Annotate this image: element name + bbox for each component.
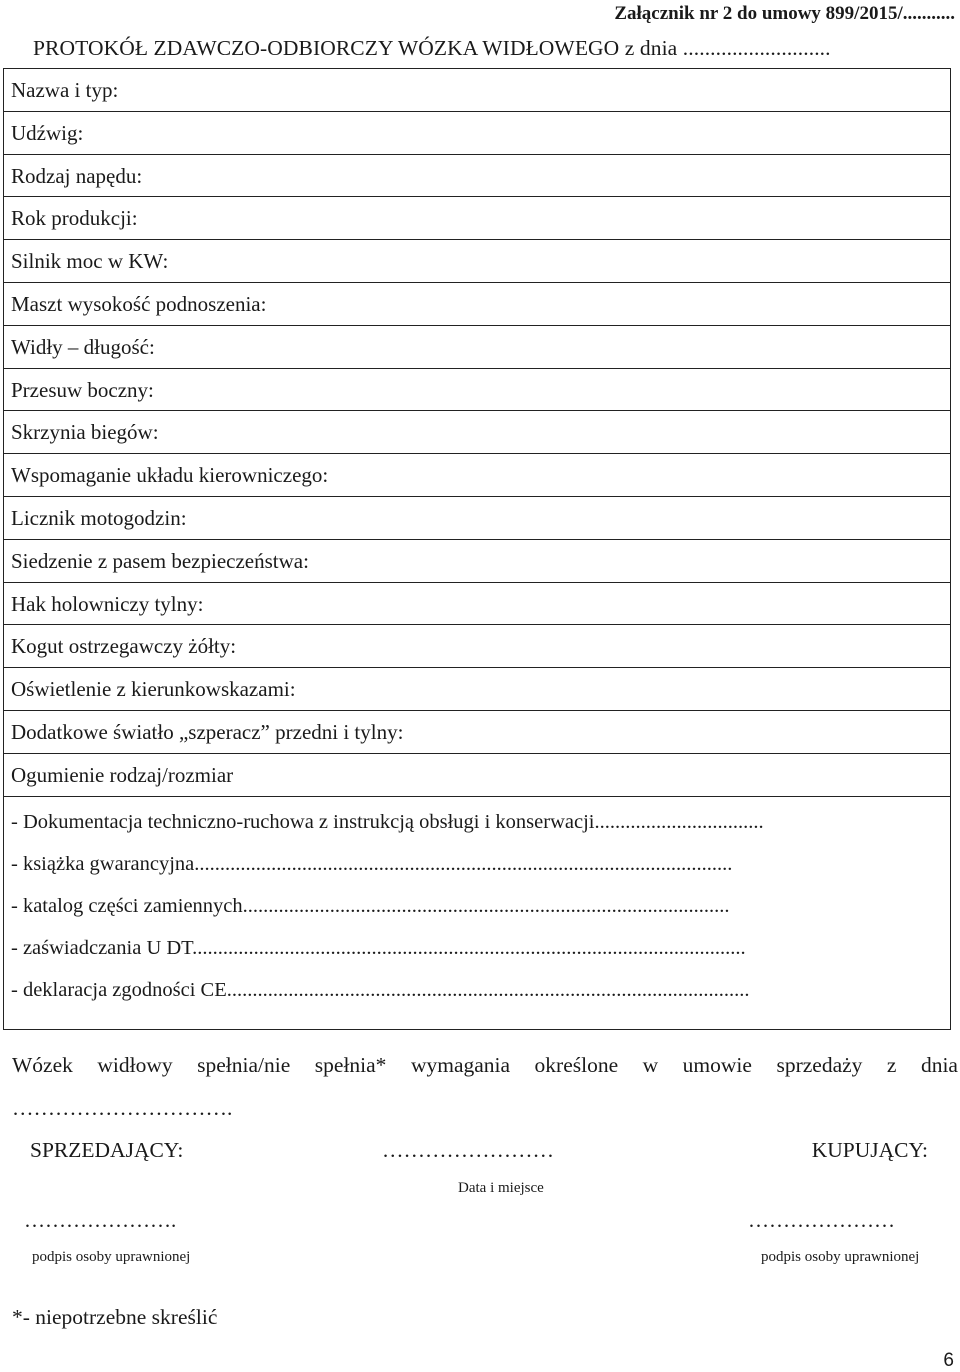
form-row-searchlight: Dodatkowe światło „szperacz” przedni i tylny: xyxy=(4,711,950,754)
statement-word: umowie xyxy=(682,1053,752,1077)
form-row-drive-type: Rodzaj napędu: xyxy=(4,155,950,198)
form-row-gearbox: Skrzynia biegów: xyxy=(4,411,950,454)
buyer-signature-dots: ………………… xyxy=(748,1208,895,1232)
seller-label: SPRZEDAJĄCY: xyxy=(30,1138,184,1162)
form-row-tow-hook: Hak holowniczy tylny: xyxy=(4,583,950,626)
statement-date-dots: …………………………. xyxy=(12,1096,233,1120)
form-row-name-type: Nazwa i typ: xyxy=(4,69,950,112)
form-row-lighting: Oświetlenie z kierunkowskazami: xyxy=(4,668,950,711)
form-row-engine-power: Silnik moc w KW: xyxy=(4,240,950,283)
statement-word: widłowy xyxy=(97,1053,173,1077)
compliance-statement xyxy=(12,1053,958,1078)
form-row-power-steering: Wspomaganie układu kierowniczego: xyxy=(4,454,950,497)
form-row-hour-meter: Licznik motogodzin: xyxy=(4,497,950,540)
footnote: *- niepotrzebne skreślić xyxy=(12,1305,218,1329)
statement-word: wymagania xyxy=(410,1053,511,1077)
form-row-mast-height: Maszt wysokość podnoszenia: xyxy=(4,283,950,326)
statement-word: z xyxy=(886,1053,897,1077)
statement-word: dnia xyxy=(920,1053,958,1077)
date-place-dots: …………………… xyxy=(382,1138,554,1162)
document-item-ce-declaration: - deklaracja zgodności CE...................................................................................................... xyxy=(11,978,750,1001)
statement-word: określone xyxy=(534,1053,619,1077)
document-title: PROTOKÓŁ ZDAWCZO-ODBIORCZY WÓZKA WIDŁOWEGO z dnia ........................... xyxy=(33,36,831,60)
buyer-signature-caption: podpis osoby uprawnionej xyxy=(761,1249,920,1265)
statement-word: sprzedaży xyxy=(776,1053,863,1077)
form-row-side-shift: Przesuw boczny: xyxy=(4,369,950,412)
statement-word: w xyxy=(642,1053,659,1077)
form-row-seat-belt: Siedzenie z pasem bezpieczeństwa: xyxy=(4,540,950,583)
form-row-production-year: Rok produkcji: xyxy=(4,197,950,240)
form-row-capacity: Udźwig: xyxy=(4,112,950,155)
form-row-tyres: Ogumienie rodzaj/rozmiar xyxy=(4,754,950,797)
protocol-form-table xyxy=(3,68,951,1030)
seller-signature-caption: podpis osoby uprawnionej xyxy=(32,1249,191,1265)
annex-reference: Załącznik nr 2 do umowy 899/2015/........... xyxy=(614,3,955,24)
signature-labels xyxy=(30,1138,928,1168)
document-item-warranty: - książka gwarancyjna......................................................................................................... xyxy=(11,852,733,875)
statement-word: spełnia/nie xyxy=(197,1053,291,1077)
document-item-dtr: - Dokumentacja techniczno-ruchowa z instrukcją obsługi i konserwacji................................. xyxy=(11,810,764,833)
document-item-parts-catalog: - katalog części zamiennych............................................................................................... xyxy=(11,894,730,917)
document-item-udt-certificate: - zaświadczania U DT............................................................................................................ xyxy=(11,936,746,959)
form-row-fork-length: Widły – długość: xyxy=(4,326,950,369)
statement-word: spełnia* xyxy=(314,1053,387,1077)
buyer-label: KUPUJĄCY: xyxy=(811,1138,928,1162)
form-row-warning-beacon: Kogut ostrzegawczy żółty: xyxy=(4,625,950,668)
statement-word: Wózek xyxy=(12,1053,73,1077)
page-number: 6 xyxy=(943,1350,954,1371)
seller-signature-dots: …………………. xyxy=(24,1208,177,1232)
documents-list xyxy=(4,797,950,1030)
date-place-caption: Data i miejsce xyxy=(458,1180,544,1196)
